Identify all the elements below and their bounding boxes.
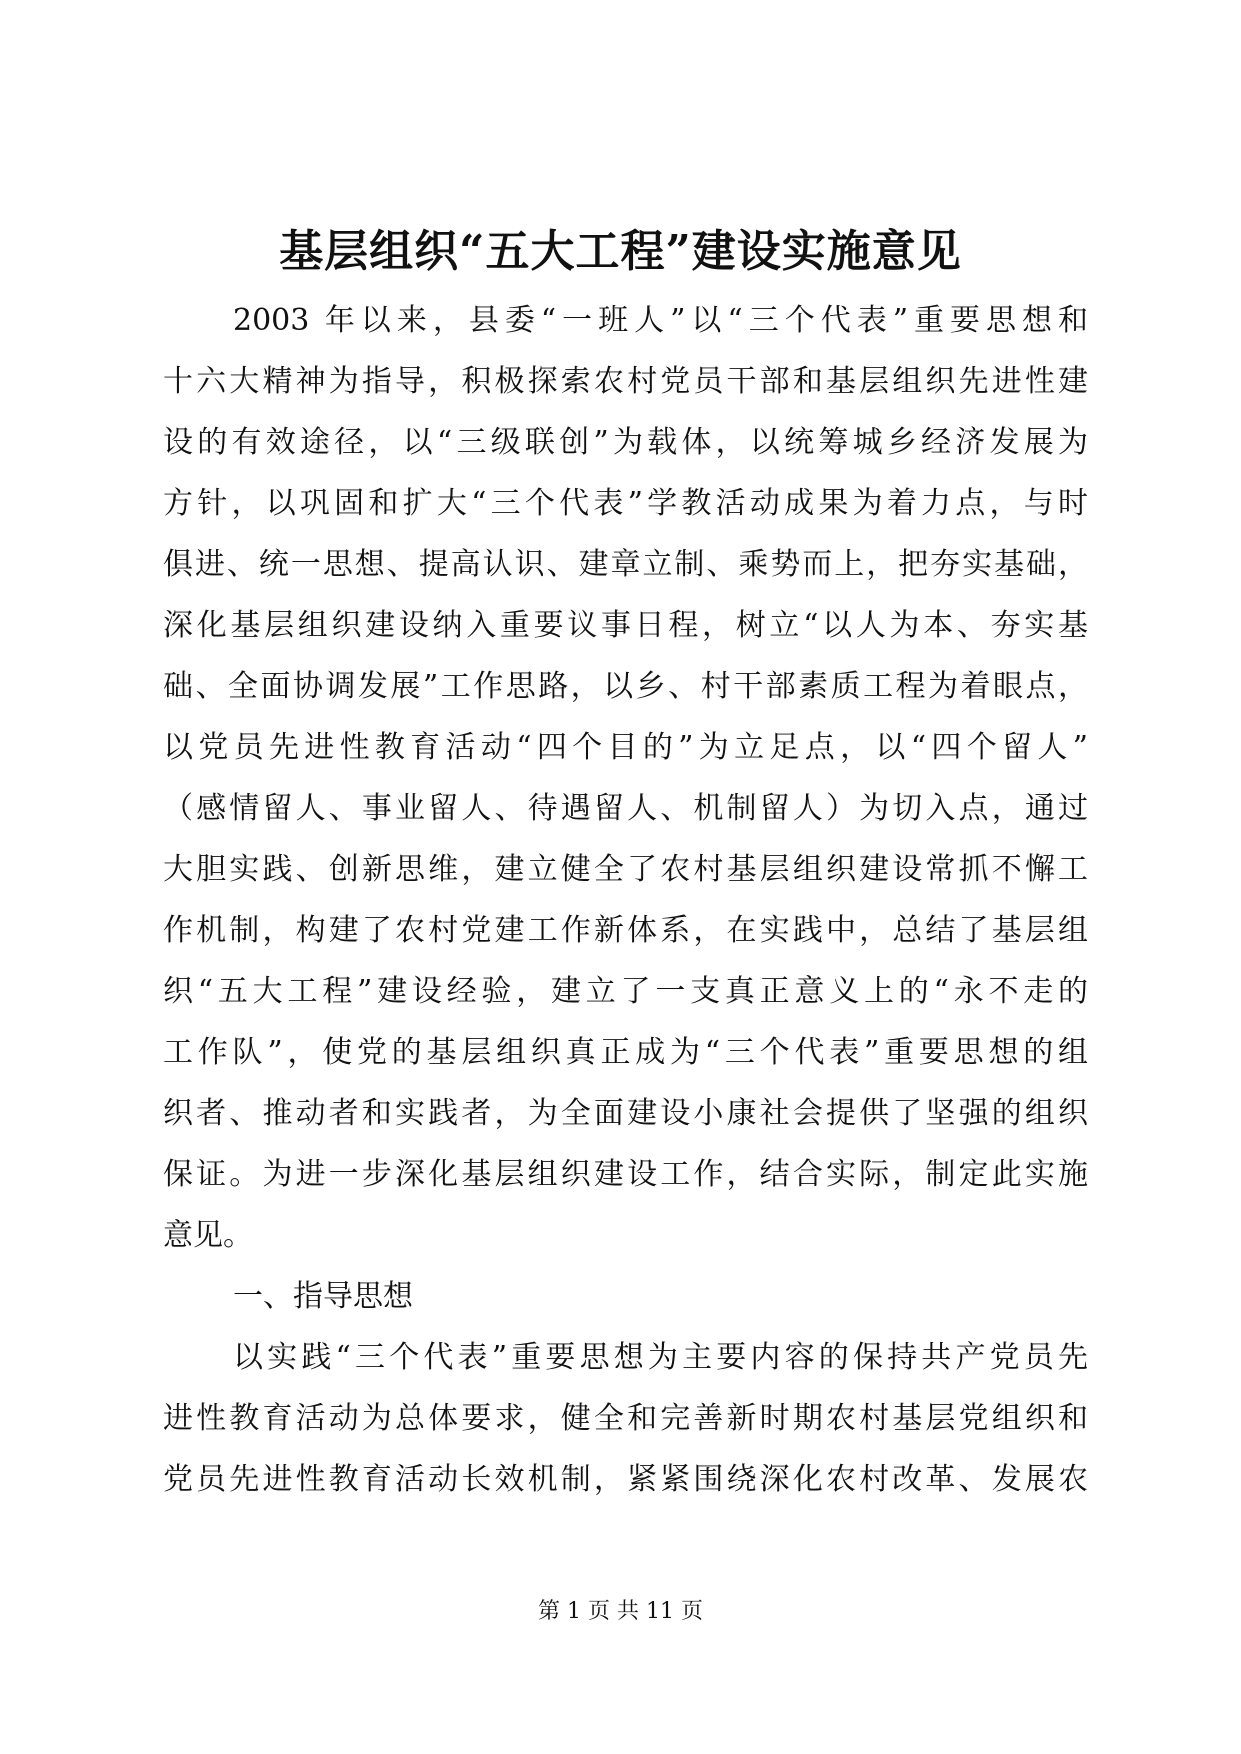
page-footer: 第 1 页 共 11 页 [538,1599,703,1624]
paragraph-line: 俱进、统一思想、提高认识、建章立制、乘势而上，把夯实基础， [163,547,1088,582]
paragraph-line: 以实践“三个代表”重要思想为主要内容的保持共产党员先 [233,1340,1088,1375]
paragraph-line: 设的有效途径，以“三级联创”为载体，以统筹城乡经济发展为 [163,425,1088,460]
paragraph-line: 十六大精神为指导，积极探索农村党员干部和基层组织先进性建 [163,364,1088,399]
paragraph-line: 党员先进性教育活动长效机制，紧紧围绕深化农村改革、发展农 [163,1462,1088,1497]
section-heading: 一、指导思想 [233,1279,413,1314]
paragraph-line: 大胆实践、创新思维，建立健全了农村基层组织建设常抓不懈工 [163,852,1088,887]
document-title: 基层组织“五大工程”建设实施意见 [279,226,962,277]
paragraph-line: 意见。 [163,1218,253,1253]
paragraph-line: 以党员先进性教育活动“四个目的”为立足点，以“四个留人” [163,730,1088,765]
paragraph-line: 保证。为进一步深化基层组织建设工作，结合实际，制定此实施 [163,1157,1088,1192]
paragraph-line: 深化基层组织建设纳入重要议事日程，树立“以人为本、夯实基 [163,608,1088,643]
paragraph-line: 作机制，构建了农村党建工作新体系，在实践中，总结了基层组 [163,913,1088,948]
paragraph-line: （感情留人、事业留人、待遇留人、机制留人）为切入点，通过 [163,791,1088,826]
paragraph-line: 织者、推动者和实践者，为全面建设小康社会提供了坚强的组织 [163,1096,1088,1131]
paragraph-line: 工作队”，使党的基层组织真正成为“三个代表”重要思想的组 [163,1035,1088,1070]
paragraph-line: 2003 年以来，县委“一班人”以“三个代表”重要思想和 [233,303,1088,338]
paragraph-line: 础、全面协调发展”工作思路，以乡、村干部素质工程为着眼点， [163,669,1088,704]
paragraph-line: 方针，以巩固和扩大“三个代表”学教活动成果为着力点，与时 [163,486,1088,521]
document-body [163,290,1088,1510]
paragraph-line: 织“五大工程”建设经验，建立了一支真正意义上的“永不走的 [163,974,1088,1009]
paragraph-line: 进性教育活动为总体要求，健全和完善新时期农村基层党组织和 [163,1401,1088,1436]
